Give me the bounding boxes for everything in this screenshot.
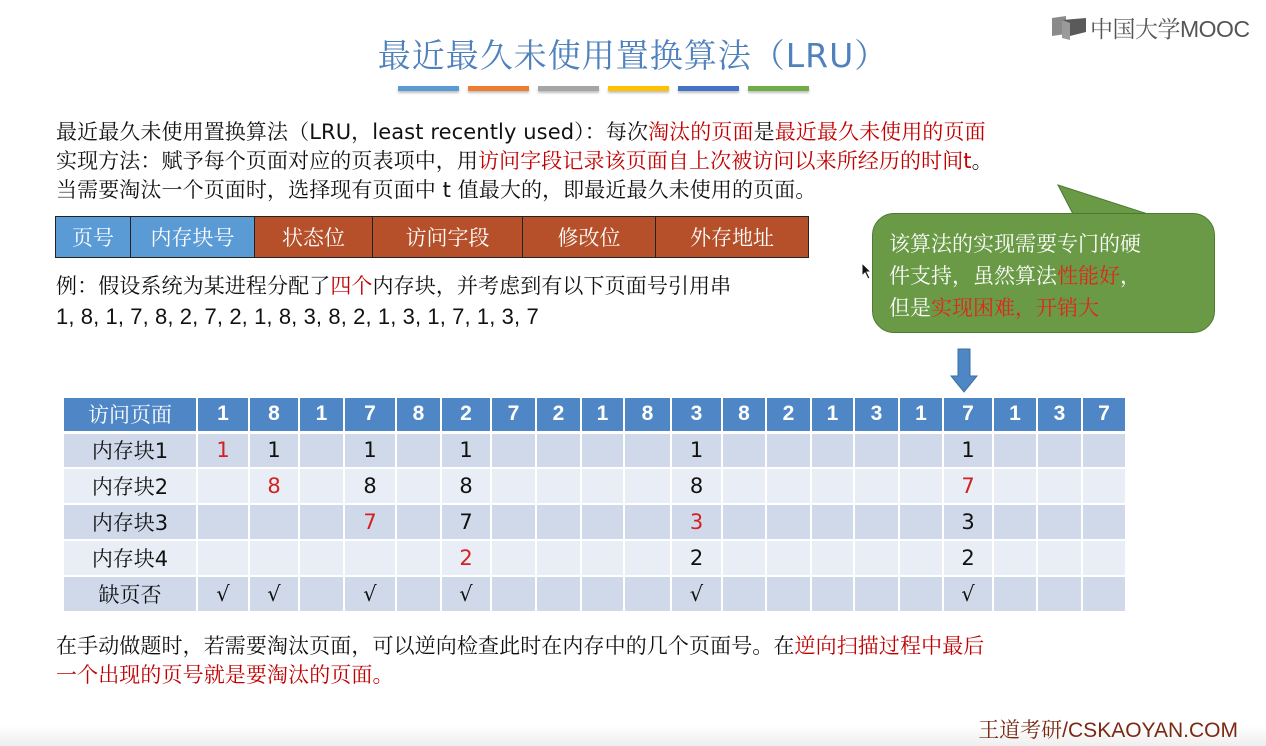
table-cell [581, 576, 624, 612]
bubble-line-3: 但是实现困难，开销大 [889, 296, 1099, 320]
table-cell: 3 [943, 504, 993, 540]
note-bubble [872, 213, 1215, 333]
intro-line-1: 最近最久未使用置换算法（LRU，least recently used）：每次淘汰的页面是最近最久未使用的页面 [56, 120, 986, 144]
page-ref-cell: 7 [943, 397, 993, 432]
page-ref-cell: 2 [441, 397, 491, 432]
table-cell [854, 432, 899, 468]
page-ref-cell: 7 [491, 397, 536, 432]
field-cell: 修改位 [523, 217, 656, 257]
table-cell: 1 [197, 432, 249, 468]
watermark: 王道考研/CSKAOYAN.COM [978, 719, 1238, 742]
table-cell [899, 432, 943, 468]
table-cell: 8 [344, 468, 396, 504]
table-cell [899, 504, 943, 540]
table-cell [766, 432, 811, 468]
table-cell [491, 576, 536, 612]
slide-title: 最近最久未使用置换算法（LRU） [377, 36, 889, 75]
table-cell [854, 468, 899, 504]
table-cell [491, 468, 536, 504]
table-cell [1037, 540, 1082, 576]
row-label: 内存块1 [63, 432, 197, 468]
table-cell: 1 [671, 432, 722, 468]
field-cell: 外存地址 [656, 217, 808, 257]
table-cell [624, 504, 671, 540]
field-cell: 访问字段 [373, 217, 523, 257]
table-cell [811, 504, 854, 540]
table-cell [344, 540, 396, 576]
title-bar-5 [748, 86, 809, 91]
example-line-1: 例：假设系统为某进程分配了四个内存块，并考虑到有以下页面号引用串 [56, 274, 732, 298]
page-ref-cell: 8 [396, 397, 441, 432]
table-cell [396, 468, 441, 504]
table-cell [491, 540, 536, 576]
table-cell [1082, 540, 1126, 576]
table-cell: 7 [344, 504, 396, 540]
table-cell [624, 576, 671, 612]
table-cell [536, 576, 581, 612]
table-cell [811, 432, 854, 468]
page-ref-cell: 8 [722, 397, 766, 432]
table-row [63, 504, 1126, 540]
table-cell [536, 468, 581, 504]
table-cell [722, 468, 766, 504]
page-table-entry-fields [55, 216, 809, 258]
table-cell [299, 432, 344, 468]
table-cell [581, 504, 624, 540]
table-cell [1082, 468, 1126, 504]
table-cell [249, 540, 299, 576]
table-cell: 8 [441, 468, 491, 504]
table-cell [581, 540, 624, 576]
intro-line-2: 实现方法：赋予每个页面对应的页表项中，用访问字段记录该页面自上次被访问以来所经历的时间t。 [56, 149, 993, 173]
table-cell: √ [344, 576, 396, 612]
table-cell [899, 468, 943, 504]
table-cell: 3 [671, 504, 722, 540]
page-ref-cell: 7 [1082, 397, 1126, 432]
table-cell [993, 432, 1037, 468]
table-cell [536, 504, 581, 540]
conclusion-line-1: 在手动做题时，若需要淘汰页面，可以逆向检查此时在内存中的几个页面号。在逆向扫描过程中最后 [56, 634, 985, 658]
table-cell [811, 576, 854, 612]
page-ref-cell: 8 [624, 397, 671, 432]
table-cell [766, 504, 811, 540]
table-cell [536, 432, 581, 468]
table-cell [722, 576, 766, 612]
table-row [63, 576, 1126, 612]
table-cell: 2 [671, 540, 722, 576]
table-row [63, 432, 1126, 468]
field-cell: 状态位 [255, 217, 373, 257]
header-label: 访问页面 [63, 397, 197, 432]
title-bar-0 [398, 86, 459, 91]
page-ref-cell: 1 [993, 397, 1037, 432]
field-cell: 内存块号 [131, 217, 255, 257]
table-cell [299, 540, 344, 576]
row-label: 缺页否 [63, 576, 197, 612]
conclusion-line-2: 一个出现的页号就是要淘汰的页面。 [56, 663, 394, 687]
table-cell [299, 468, 344, 504]
table-cell: 2 [943, 540, 993, 576]
table-cell: 1 [943, 432, 993, 468]
table-cell [491, 504, 536, 540]
table-cell [722, 540, 766, 576]
table-cell [1037, 432, 1082, 468]
page-ref-cell: 2 [536, 397, 581, 432]
title-bar-2 [538, 86, 599, 91]
table-cell [396, 432, 441, 468]
title-bar-3 [608, 86, 669, 91]
page-ref-cell: 1 [299, 397, 344, 432]
table-cell [197, 504, 249, 540]
page-ref-cell: 1 [811, 397, 854, 432]
table-cell [854, 576, 899, 612]
table-cell [722, 432, 766, 468]
table-cell [396, 504, 441, 540]
table-cell [1037, 468, 1082, 504]
table-cell [899, 576, 943, 612]
page-ref-cell: 3 [854, 397, 899, 432]
table-cell [249, 504, 299, 540]
table-cell [766, 468, 811, 504]
table-cell: √ [197, 576, 249, 612]
intro-line-3: 当需要淘汰一个页面时，选择现有页面中 t 值最大的，即最近最久未使用的页面。 [56, 178, 817, 202]
field-cell: 页号 [56, 217, 131, 257]
table-row [63, 468, 1126, 504]
table-cell [581, 468, 624, 504]
table-cell [299, 576, 344, 612]
page-ref-cell: 1 [899, 397, 943, 432]
table-cell [993, 468, 1037, 504]
table-header-row [63, 397, 1126, 432]
row-label: 内存块3 [63, 504, 197, 540]
table-cell [854, 540, 899, 576]
table-cell: 7 [441, 504, 491, 540]
lru-simulation-table [62, 396, 1127, 613]
row-label: 内存块2 [63, 468, 197, 504]
table-cell [854, 504, 899, 540]
table-cell [993, 504, 1037, 540]
table-cell [624, 432, 671, 468]
table-cell [536, 540, 581, 576]
table-cell [197, 540, 249, 576]
table-cell: 7 [943, 468, 993, 504]
table-cell [299, 504, 344, 540]
table-cell [766, 540, 811, 576]
table-cell [624, 540, 671, 576]
table-cell: 8 [249, 468, 299, 504]
table-cell: √ [943, 576, 993, 612]
table-cell [811, 468, 854, 504]
table-cell [722, 504, 766, 540]
page-ref-cell: 8 [249, 397, 299, 432]
table-cell [491, 432, 536, 468]
table-cell [899, 540, 943, 576]
table-cell [993, 540, 1037, 576]
table-cell [197, 468, 249, 504]
table-cell [1037, 576, 1082, 612]
page-ref-cell: 1 [197, 397, 249, 432]
table-cell [1082, 432, 1126, 468]
page-ref-cell: 2 [766, 397, 811, 432]
title-bar-4 [678, 86, 739, 91]
table-cell: 8 [671, 468, 722, 504]
table-row [63, 540, 1126, 576]
page-ref-cell: 7 [344, 397, 396, 432]
table-cell: √ [249, 576, 299, 612]
table-cell [1037, 504, 1082, 540]
page-ref-cell: 1 [581, 397, 624, 432]
table-cell [766, 576, 811, 612]
table-cell: 2 [441, 540, 491, 576]
table-cell: 1 [441, 432, 491, 468]
table-cell [624, 468, 671, 504]
page-ref-cell: 3 [671, 397, 722, 432]
logo-text: 中国大学MOOC [1090, 15, 1250, 42]
table-cell [1082, 504, 1126, 540]
table-cell [396, 540, 441, 576]
down-arrow-icon [950, 348, 978, 394]
bubble-line-1: 该算法的实现需要专门的硬 [889, 232, 1141, 256]
title-decoration-bars [398, 86, 809, 91]
table-cell: √ [671, 576, 722, 612]
bubble-line-2: 件支持，虽然算法性能好， [889, 264, 1141, 288]
mouse-cursor-icon [861, 262, 873, 280]
table-cell [811, 540, 854, 576]
table-cell [1082, 576, 1126, 612]
table-cell [396, 576, 441, 612]
row-label: 内存块4 [63, 540, 197, 576]
page-ref-cell: 3 [1037, 397, 1082, 432]
table-cell: √ [441, 576, 491, 612]
title-bar-1 [468, 86, 529, 91]
table-cell [993, 576, 1037, 612]
table-cell [581, 432, 624, 468]
table-cell: 1 [344, 432, 396, 468]
reference-string: 1, 8, 1, 7, 8, 2, 7, 2, 1, 8, 3, 8, 2, 1, 3, 1, 7, 1, 3, 7 [56, 304, 539, 329]
table-cell: 1 [249, 432, 299, 468]
